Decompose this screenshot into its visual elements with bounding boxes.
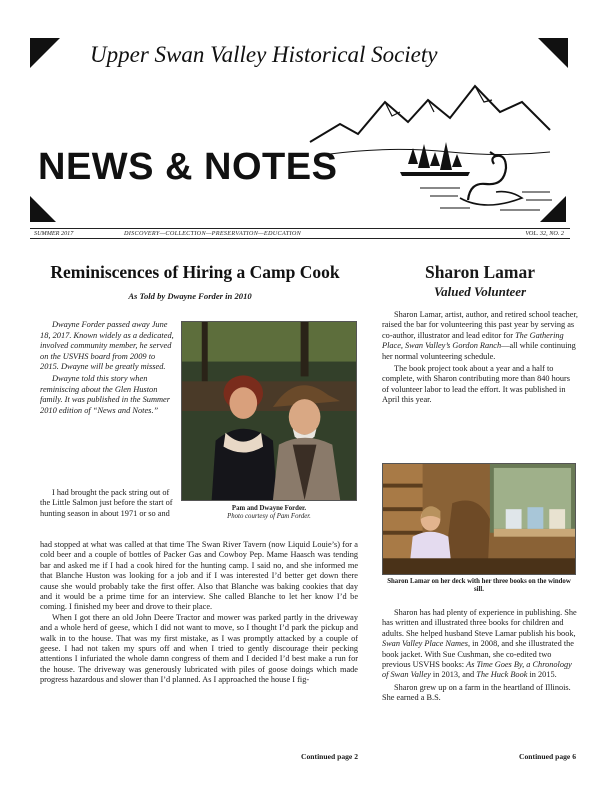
story-paragraph: had stopped at what was called at that time The Swan River Tavern (now Liquid Louie’s) for a cold beer and a couple of bottles of Packer Gas and Cowboy Pep. Mame Haasch was tending bar and asked me if I had a cook hired for the hunting camp. I said no, and she informed me that Blanche Huston was looking for a job and if I was interested I’d better get down there cause she would probably take the first offer. Also that Blanche was baking cookies that day and it would be a prime time for an interview. She called Blanche to let her know I’d be coming. I finished my beer and drove to their place. [40, 540, 358, 612]
forder-photo-caption [181, 505, 357, 522]
newsletter-title: NEWS & NOTES [38, 146, 338, 188]
lead-byline: As Told by Dwayne Forder in 2010 [128, 291, 252, 301]
corner-mark-bottom-left-icon [30, 196, 56, 222]
story-body [40, 540, 358, 686]
volunteer-headline: Sharon Lamar [424, 262, 536, 282]
caption-title: Pam and Dwayne Forder. [231, 505, 307, 512]
volunteer-paragraph: Sharon Lamar, artist, author, and retired school teacher, raised the bar for volunteering this past year by serving as co-author, illustrator and lead editor for The Gathering Place, Swan Valley’s Gordon Ranch—all while continuing her normal volunteering schedule. [382, 310, 578, 361]
corner-mark-top-right-icon [538, 38, 568, 68]
volume-number: VOL. 32, NO. 2 [525, 230, 564, 237]
intro-paragraph: Dwayne told this story when reminiscing about the Glen Huston family. It was published in the Summer 2010 edition of “News and Notes.” [40, 373, 171, 415]
volunteer-subhead: Valued Volunteer [433, 284, 527, 299]
volunteer-body [382, 310, 578, 408]
volunteer-paragraph: Sharon has had plenty of experience in publishing. She has written and illustrated three books for children and adults. She helped husband Steve Lamar publish his book, Swan Valley Place Names, in 2008, and she illustrated the book jacket. With Sue Cushman, she co-edited two previous USVHS books: As Time Goes By, a Chronology of Swan Valley in 2013, and The Huck Book in 2015. [382, 608, 577, 680]
story-first-paragraph: I had brought the pack string out of the Little Salmon just before the start of hunting season in about 1971 or so and [40, 488, 173, 518]
issue-season: SUMMER 2017 [34, 230, 74, 237]
book-title: As Time Goes By, a Chronology of Swan Valley [382, 660, 572, 680]
lamar-photo-caption: Sharon Lamar on her deck with her three books on the window sill. [387, 578, 571, 594]
lamar-photo [382, 463, 576, 575]
mountains-swan-icon [300, 72, 560, 222]
forder-photo [181, 321, 357, 501]
book-title: The Gathering Place, Swan Valley’s Gordon Ranch [382, 330, 564, 351]
masthead-rule-bottom [30, 238, 570, 239]
caption-credit: Photo courtesy of Pam Forder. [227, 513, 311, 521]
story-paragraph: When I got there an old John Deere Tractor and mower was parked partly in the driveway and a whole herd of geese, which I did not want to move, so I thought I’d park the pickup and walk in to the house. That was my first mistake, as I was promptly attacked by a couple of geese. I had not taken my spurs off and when I tried to gently discourage their pecking attentions I infuriated the whole damn congress of them and I decided I’d best make a run for the house. The driveway was generously lubricated with piles of goose doings which made progress hazardous and slower than I’d planned. As I approached the house I fig- [40, 612, 358, 685]
continued-link-right[interactable]: Continued page 6 [519, 752, 576, 761]
book-title: The Huck Book [476, 670, 528, 680]
lead-headline: Reminiscences of Hiring a Camp Cook [50, 262, 340, 282]
volunteer-paragraph: The book project took about a year and a half to complete, with Sharon contributing more than 840 hours of volunteer labor to lead the effort. It was published in April this year. [382, 364, 571, 405]
society-name: Upper Swan Valley Historical Society [90, 42, 438, 67]
lead-intro [40, 320, 176, 417]
volunteer-paragraph: Sharon grew up on a farm in the heartland of Illinois. She earned a B.S. [382, 682, 571, 703]
corner-mark-top-left-icon [30, 38, 60, 68]
volunteer-body-continued [382, 608, 578, 706]
continued-link-left[interactable]: Continued page 2 [301, 752, 358, 761]
society-tagline: DISCOVERY—COLLECTION—PRESERVATION—EDUCATION [124, 230, 302, 237]
book-title: Swan Valley Place Names [382, 639, 468, 649]
intro-paragraph: Dwayne Forder passed away June 18, 2017. Known widely as a dedicated, involved community member, he served on the USVHS board from 2009 to 2015. Dwayne will be greatly missed. [40, 320, 174, 372]
